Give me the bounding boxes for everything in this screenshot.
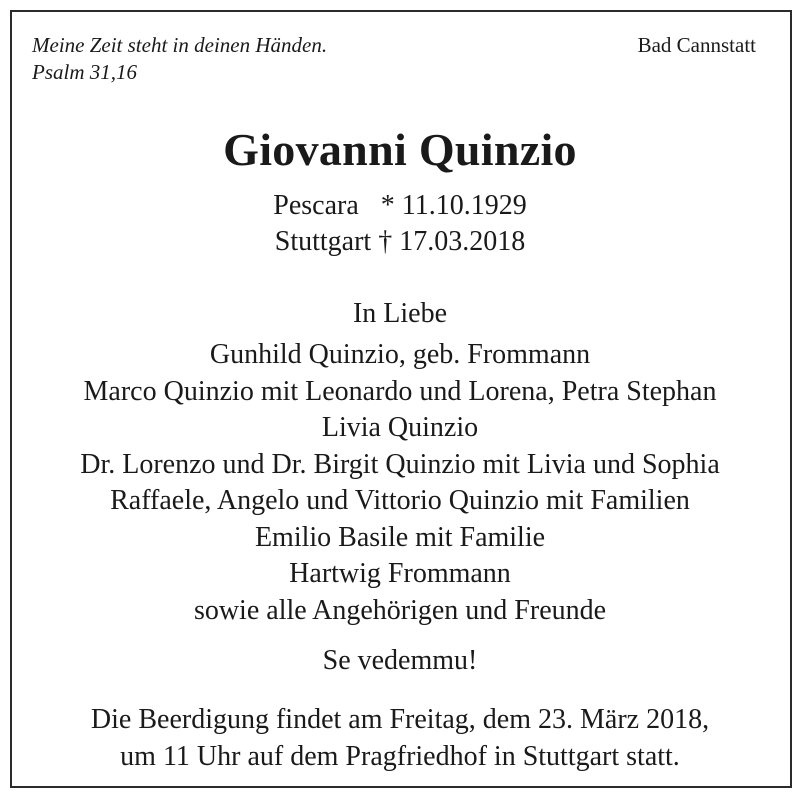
mourner-line: Emilio Basile mit Familie xyxy=(254,521,546,553)
birth-line xyxy=(0,188,800,224)
quote-reference: Psalm 31,16 xyxy=(32,60,137,84)
mourner-line: Hartwig Frommann xyxy=(289,558,511,589)
quote-text: Meine Zeit steht in deinen Händen. xyxy=(32,33,328,57)
birth-place: Pescara xyxy=(273,190,359,221)
bible-quote xyxy=(32,32,327,86)
location-label: Bad Cannstatt xyxy=(637,33,756,57)
mourner-line: sowie alle Angehörigen und Freunde xyxy=(193,594,607,626)
mourner-line: Raffaele, Angelo und Vittorio Quinzio mit Familien xyxy=(110,485,690,516)
mourner-line: Dr. Lorenzo und Dr. Birgit Quinzio mit Livia und Sophia xyxy=(80,448,720,480)
mourner-line: Gunhild Quinzio, geb. Frommann xyxy=(209,339,591,370)
life-dates xyxy=(0,188,800,260)
funeral-info xyxy=(0,701,800,775)
intro-text: In Liebe xyxy=(352,298,448,329)
funeral-line-2: um 11 Uhr auf dem Pragfriedhof in Stuttgart statt. xyxy=(120,741,680,772)
mourners-list xyxy=(0,337,800,629)
birth-date: * 11.10.1929 xyxy=(380,190,527,221)
farewell-text: Se vedemmu! xyxy=(322,645,478,676)
deceased-name: Giovanni Quinzio xyxy=(223,124,577,175)
funeral-line-1: Die Beerdigung findet am Freitag, dem 23. März 2018, xyxy=(90,704,710,735)
mourner-line: Marco Quinzio mit Leonardo und Lorena, Petra Stephan xyxy=(83,375,717,407)
death-line: Stuttgart † 17.03.2018 xyxy=(274,226,526,257)
mourner-line: Livia Quinzio xyxy=(321,412,479,443)
